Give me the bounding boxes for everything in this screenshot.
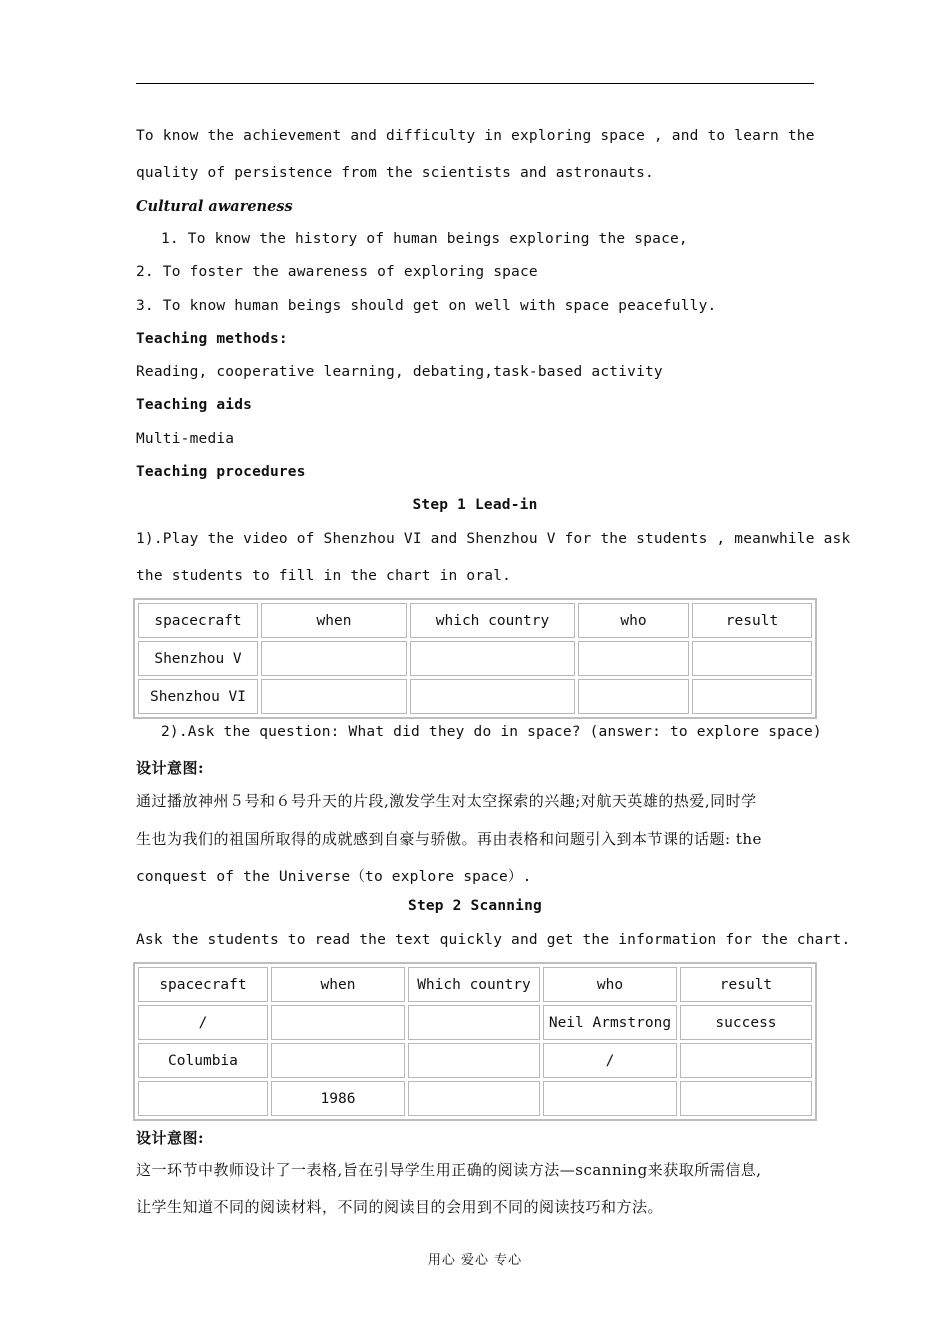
table-cell <box>680 1081 812 1116</box>
table-cell <box>692 641 812 676</box>
table-cell: Neil Armstrong <box>543 1005 677 1040</box>
step-1-instruction-2: the students to fill in the chart in oral. <box>136 568 512 584</box>
design-intent-1-line-3: conquest of the Universe（to explore space）. <box>136 869 532 885</box>
table-row <box>138 603 812 638</box>
scanning-chart <box>133 962 817 1121</box>
table-cell: success <box>680 1005 812 1040</box>
step-2-heading: Step 2 Scanning <box>408 898 542 914</box>
table-cell <box>680 1043 812 1078</box>
table-cell <box>408 1081 540 1116</box>
step-2-instruction: Ask the students to read the text quickly and get the information for the chart. <box>136 932 851 948</box>
table-cell <box>578 679 689 714</box>
table-header-cell: when <box>271 967 405 1002</box>
objective-line-1: To know the achievement and difficulty in exploring space , and to learn the <box>136 128 815 144</box>
table-cell <box>271 1005 405 1040</box>
design-intent-heading-1: 设计意图: <box>136 759 205 777</box>
lead-in-chart <box>133 598 817 719</box>
table-row <box>138 967 812 1002</box>
objective-line-2: quality of persistence from the scientists and astronauts. <box>136 165 654 181</box>
table-header-cell: result <box>680 967 812 1002</box>
table-row <box>138 679 812 714</box>
table-cell <box>408 1005 540 1040</box>
design-intent-heading-2: 设计意图: <box>136 1129 205 1147</box>
table-header-cell: who <box>578 603 689 638</box>
teaching-aids-text: Multi-media <box>136 431 235 447</box>
table-header-cell: who <box>543 967 677 1002</box>
teaching-procedures-heading: Teaching procedures <box>136 464 306 480</box>
table-cell: / <box>138 1005 268 1040</box>
table-cell <box>410 679 575 714</box>
table-cell: 1986 <box>271 1081 405 1116</box>
table-header-cell: which country <box>410 603 575 638</box>
table-cell: / <box>543 1043 677 1078</box>
design-intent-1-line-1: 通过播放神州５号和６号升天的片段,激发学生对太空探索的兴趣;对航天英雄的热爱,同时学 <box>136 792 757 810</box>
table-header-cell: result <box>692 603 812 638</box>
table-cell <box>692 679 812 714</box>
table-row <box>138 1005 812 1040</box>
table-cell: Shenzhou VI <box>138 679 258 714</box>
design-intent-2-line-1: 这一环节中教师设计了一表格,旨在引导学生用正确的阅读方法—scanning来获取所需信息, <box>136 1161 762 1179</box>
design-intent-1-line-2: 生也为我们的祖国所取得的成就感到自豪与骄傲。再由表格和问题引入到本节课的话题: the <box>136 830 762 848</box>
table-cell: Shenzhou V <box>138 641 258 676</box>
cultural-item-2: 2. To foster the awareness of exploring space <box>136 264 538 280</box>
teaching-methods-text: Reading, cooperative learning, debating,task-based activity <box>136 364 663 380</box>
step-1-question: 2).Ask the question: What did they do in space? (answer: to explore space) <box>161 724 822 740</box>
step-1-heading: Step 1 Lead-in <box>412 497 538 513</box>
header-rule <box>136 83 814 84</box>
teaching-aids-heading: Teaching aids <box>136 397 253 413</box>
table-cell <box>261 679 407 714</box>
cultural-awareness-heading: Cultural awareness <box>136 198 293 215</box>
page-footer: 用心 爱心 专心 <box>427 1253 523 1268</box>
table-cell <box>261 641 407 676</box>
table-cell <box>543 1081 677 1116</box>
table-row <box>138 1043 812 1078</box>
table-row <box>138 641 812 676</box>
table-header-cell: spacecraft <box>138 967 268 1002</box>
table-cell <box>271 1043 405 1078</box>
step-1-instruction-1: 1).Play the video of Shenzhou VI and Shenzhou V for the students , meanwhile ask <box>136 531 851 547</box>
table-cell <box>578 641 689 676</box>
cultural-item-3: 3. To know human beings should get on well with space peacefully. <box>136 298 717 314</box>
table-cell <box>408 1043 540 1078</box>
teaching-methods-heading: Teaching methods: <box>136 331 288 347</box>
table-row <box>138 1081 812 1116</box>
table-header-cell: when <box>261 603 407 638</box>
table-cell <box>138 1081 268 1116</box>
table-header-cell: spacecraft <box>138 603 258 638</box>
table-cell <box>410 641 575 676</box>
table-header-cell: Which country <box>408 967 540 1002</box>
table-cell: Columbia <box>138 1043 268 1078</box>
design-intent-2-line-2: 让学生知道不同的阅读材料，不同的阅读目的会用到不同的阅读技巧和方法。 <box>136 1198 664 1216</box>
cultural-item-1: 1. To know the history of human beings exploring the space, <box>161 231 688 247</box>
